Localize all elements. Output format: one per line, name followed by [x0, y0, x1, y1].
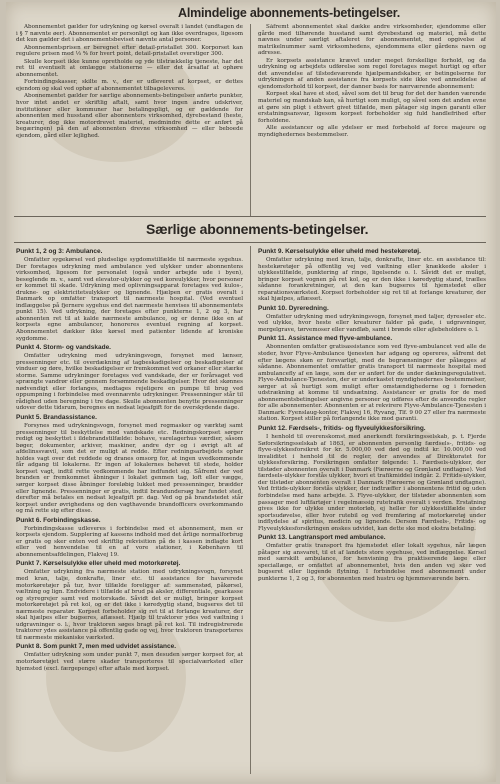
general-terms-right-column	[258, 24, 486, 216]
section-heading: Punkt 6. Forbindingskasse.	[16, 516, 101, 524]
section-body: Omfatter udrykning med kran, talje, donkrafte, liner etc. en assistance til: hestekøretøjer på offentlig vej ved væltning eller knækkede aksler i ulykkestilfælde, punktering af ringe, ligelsende o. l. Såvidt det er muligt, bringer korpset vognen på ret kol, og er den ikke i køredygtig stand, trælles sådanne forankretninger, at den kan bugseres til hjemstedet eller reparationsværksted. Korpset forbeholder sig ret til at forlange kreaturer, der skal hjælpes, aflæsset.	[258, 257, 486, 303]
paragraph: Skulle korpset ikke kunne opretholde og yde tilstrækkelig tjeneste, har det ret til eventuelt at omlægge stationerne — eller det årsaflaf at ophøre abonnementet.	[16, 58, 243, 78]
general-terms-left-column	[16, 24, 243, 216]
paragraph: Alle assistancer og alle ydelser er med forbehold af force majeure og myndighedernes bestemmelser.	[258, 125, 486, 138]
section-heading: Punkt 13. Langtransport med ambulance.	[258, 534, 386, 542]
section-heading: Punkt 5. Brandassistance.	[16, 414, 97, 422]
section-body: Forbindingskasse udleveres i forbindelse med et abonnement, men er korpsets ejendom. Supplering af kassens indhold med det årlige normalforbrug er gratis og sker enten ved skriftlig rekvisition på de i kassen indlagte kort eller ved henvendelse til en af vore stationer, i København til abonnementsafdelingen, Flakvej 19.	[16, 525, 243, 558]
paragraph: Korpset skal have et sted, såvel som det til brug for det der handen værende materiel og mandskab kan, så hurtigt som muligt, og såvel som det anden evne at gøre sin pligt i ethvert givet tilfælde, men påtager sig ingen garanti eller erstatningsansvar, ligesom korpset forbeholder sig fuld handlefrihed efter forholdene.	[258, 91, 486, 124]
section-body: Forsynes med udrykningsvogn, forsynet med regmasker og værktøj samt pressenninger til beskyttelse mod vandskade etc. Redningskorpset sørger redigt og beskyttet i ildebrandstilfælde: bohave, varelagerhus værdier, såsom bøger, dokumenter, arkiver, maskiner, andre dyr og i øvrigt alt af afdelinssvævil, som det er muligt at redde. Efter redningsarbejdets ophør holdes vagt over det reddede og dranes omsorg for, at ingen uvedkommende får adgang til lokalerne. Er ingen af lokalernes behøvet til stede, holder korpset vagt, indtil rette vedkommende har indfundet sig. Såfremt der ved branden er fremkommet åbninger i lokalet genmen tag, loft eller vægge, sørger korpset disse åbninger foreløbig lukket med pressenninger, brædder eller lignende. Pressenninger er gratis, indtil brandundersøg har fundet sted, derefter må betales en nedsat lejeafgift pr. dag. Ved og på brandstedet står korpset under øvrighedens og den vagthavende brandofficers overkommando og må rette sig efter disse.	[16, 423, 243, 515]
section-heading: Punkt 8. Som punkt 7, men med udvidet assistance.	[16, 643, 177, 651]
section-body: Omfatter gratis transport fra hjemstedet eller lokalt sygehus, når lægen påtager sig ansvaret, til et af landets store sygehuse, ved indlæggelse. Kørsel med særskilt ambulance, for henvisning fra praktiserende læge eller speciallæge, er omfattet af abonnementet, hvis den anden vej sker ved bugseret eller liggende flytning. I forbindelse med abonnement under punkterne 1, 2 og 3, for abonnenten med hustru og hjemmeværende børn.	[258, 543, 486, 582]
paragraph: Abonnementet gælder for udrykning og kørsel overalt i landet (undtagen de i § 7 nævnte øer). Abonnementet er personligt og kan ikke overdrages, ligesom det kun gælder det i abonnementsbeviset nævnte antal personer.	[16, 24, 243, 44]
section-heading: Punkt 4. Storm- og vandskade.	[16, 344, 111, 352]
section-body: Omfatter udrykning som under punkt 7, men desuden sørger korpset for, at motorkøretøjet ved større skader transporteres til specialværksted eller hjemsted (excl. færgepenge) efter aftale med korpset.	[16, 652, 243, 672]
section-body: Omfatter udrykning med udrykningsvogn, forsynet med lænser, pressenninger etc. til overdækning af tagbeskadigelser og beskadigelser af vinduer og døre, hvilke beskadigelser er fremkommet ved orkaner eller stærke storme. Samme udrykninger foretages ved vandskade, der er forårsaget ved sprængte vandrør eller gennem forsømmende beskadigelser. Hvor det skønnes nødvendigt eller forlanges, medtages rejeligere en pumpe til brug ved oppumpning i forbindelse med ovennævnte udrykninger. Pressenninger står til rådighed uden beregning i tre dage. Skulle abonnenten benytte pressenninger udover dette tidsrum, beregnes en nedsat lejeafgift for de overskydende dage.	[16, 353, 243, 412]
paragraph: Såfremt abonnementet skal dække andre virksomheder, ejendomme eller gårde med tilhørende husstand samt dyrebestand og materiel, må dette nævnes under særligt aftaleret for abonnementet, med opgivelse af matrikelnummer samt virksomhedens, ejendommens eller gårdens navn og adresse.	[258, 24, 486, 57]
paragraph: Abonnementet gælder for særlige abonnements-betingelser anførte punkter, hvor intet andet er skriftlig aftalt, samt hvor ingen andre udskriver, institutioner eller kommuner har betalingspligt, og er gældende for abonnenten med husstand eller abonnenters virksomhed, dyrebestand (heste, kreaturer, dog ikke motordrevet materiel, medmindre dette er anført på begæringen) på den af abonnenten drevne virksomhed — eller beboede ejendom, gård eller lejlighed.	[16, 93, 243, 139]
section-body: Omfatter udrykning fra nærmeste station med udrykningsvogn, forsynet med kran, talje, donkrafte, liner etc. til assistance for havarerede motorkøretøjer på tur, hvor tilfælde foreligger af: sammenstød, påkørsel, væltning og lign. Endvidere i tilfælde af brud på aksler, differentiale, gearkasse og styregrejer samt ved motorskade. Såvidt det er muligt, bringer korpset motorkøretøjet på ret kol, og er det ikke i køredygtig stand, bugseres det til nærmeste reparatør. Korpset forbeholder sig ret til at forlange kreaturer, der skal hjælpes eller bugseres, aflæsset. Hjælp til traktorer ydes ved væltning i udgravninger o. l., hvor traktoren søges bragt på ret kol. Til indregistrerede traktorer ydes assistance på offentlig gade og vej, hvor traktoren transporteres til nærmeste mekaniske værksted.	[16, 569, 243, 641]
paragraph: Abonnementsprisen er beregnet efter detail-pristallet 300. Korporset kan regulere prisen med ⅓ % for hvert point, detail-pristallet overstiger 300.	[16, 44, 243, 58]
paragraph: Forbindingskasser, skilte m. v., der er udleveret af korpset, er dettes ejendom og skal ved ophør af abonnementet tilbageleveres.	[16, 79, 243, 92]
section-rule	[14, 242, 486, 243]
section-heading: Punkt 1, 2 og 3: Ambulance.	[16, 248, 103, 255]
section-heading: Punkt 12. Færdsels-, fritids- og flyveulykkesforsikring.	[258, 425, 426, 433]
general-terms-title: Almindelige abonnements-betingelser.	[178, 6, 401, 20]
section-body: I henhold til overenskomst med anerkendt forsikringsselskab, p. t. Fjerde Søforsikringsselskab af 1863, er abonnenten personlig færdsels-, fritids- og flyve-ulykkesforsikret for kr. 5.000,00 ved død og indtil kr. 10.000,00 ved invaliditet i henhold til de regler, der anvendes af Direktoratet for ulykkesforsikring. Forsikringen omfatter følgende: 1. Færdsels-ulykker, der tilstøder abonnenten overalt i Danmark (Færøerne og Grønland undtagne). Ved færdsels-ulykker forstås ulykker, hvori et trafikmiddel indgår. 2. Fritids-ulykker, der tilstøder abonnenten overalt i Danmark (Færøerne og Grønland undtagne). Ved fritids-ulykker forstås ulykker, der indtræffer i abonnentens fritid og uden forbindelse med hans arbejde. 3. Flyve-ulykker, der tilstøder abonnenten som passager med luftfartøjer i regelmæssig rutetrafik overalt i verden. Erstatning gives ikke for ulykke under motorløb, ej heller for ulykkestilfælde under sportsudøvelse, eller hvor rutebil og ved fremføring af motorkøretøj under indflydelse af spiritus, medicin og lignende. Dersom Færdsels-, Fritids- og Flyveulykkesforsikringen ønskes udvidet, kan dette ske mod ekstra betaling.	[258, 434, 486, 532]
column-divider	[250, 246, 251, 774]
section-heading: Punkt 9. Kørselsulykke eller uheld med hestekøretøj.	[258, 248, 421, 255]
section-rule	[14, 216, 486, 217]
section-body: Abonnenten omfatter gratisassistance som ved flyve-ambulancet ved alle de steder, hvor Flyve-Ambulance tjenesten har adgang og opereres, såfremt det efter lægens skøn er forsvarligt, med de begrænsninger der pålægges af sådanne. Abonnementet omfatter gratis transport til nærmeste hospital med ambulancefly af en læge, som der er anført for de under dækningsregulativet. Flyve-Ambulance-Tjenesten, der er underkastet myndighedernes bestemmelser, sørger at så hurtigt som muligt efter omstændighederne og i fornøden udstrækning at komme til undsætning. Assistancer er gratis for de med abonnementsbetingelser angivne personer og udføres efter de anvendte regler for alle abonnementer. Abonnenten er at rekvirere Flyve-Ambulance-Tjenesten i Danmark: Fyenslaug-kontor, Flakvej 16, Ryvang, Tlf. 9 00 27 eller fra nærmeste station. Korpset stiller på forlangende ikke mod garanti.	[258, 344, 486, 423]
section-body: Omfatter udrykning med udrykningsvogn, forsynet med taljer, dyreseler etc. ved ulykke, hvor heste eller kreaturer falder på gade, i udgravninger, mergelgrave, tørvemoser eller vandløb, samt i brønde eller ajlebeholdere o. l.	[258, 313, 486, 333]
special-terms-left-column	[16, 246, 243, 776]
column-divider	[250, 24, 251, 216]
paragraph: Er korpsets assistance krævet under meget forskellige forhold, og da udrykning og arbejdets udførelse som regel foretages meget hurtigt og efter det anvendelse af tilstedeværende hjælpemandskaber, er betingelserne for udrykningen af anden assistance fra korpsets side ikke ved anmeldelse af ejendomsforhold til korpset, der danner basis for nærværende abonnement:	[258, 57, 486, 90]
special-terms-title: Særlige abonnements-betingelser.	[146, 221, 369, 237]
section-heading: Punkt 7. Kørselsulykke eller uheld med motorkøretøj.	[16, 560, 181, 568]
special-terms-right-column	[258, 246, 486, 776]
section-heading: Punkt 11. Assistance med flyve-ambulance.	[258, 335, 393, 343]
section-body: Omfatter sygekørsel ved pludselige sygdomstilfælde til nærmeste sygehus. Der foretages udrykning med ambulance ved ulykker under abonnentens virksomhed, ligesom for personalet (også under arbejde ude i byen), beseglende m. v., samt ved elevator-ulykker og ved koreulykker, hvor personer er kommet til skade. Udrykning med oplivningsapparat foretages ved kulos-, drukne- og elektricitetsulykker og lignende. Hjælpen er gratis overalt i Danmark op omfatter transport til nærmeste hospital. (Ved eventuel indlæggelse på fjernere sygehus end det nærmeste henvises til abonnementets punkt 15). Ved udrykning, der foretages efter punkterne 1, 2 og 3, har abonnenten ret til at kalde nærmeste ambulance, og er denne ikke en af korpsets egne ambulancer, honoreres eventuel regning af korpset. Abonnementet dækker ikke kørsel med patienter lidende af kroniske sygdomme.	[16, 257, 243, 342]
section-heading: Punkt 10. Dyreredning.	[258, 304, 329, 312]
